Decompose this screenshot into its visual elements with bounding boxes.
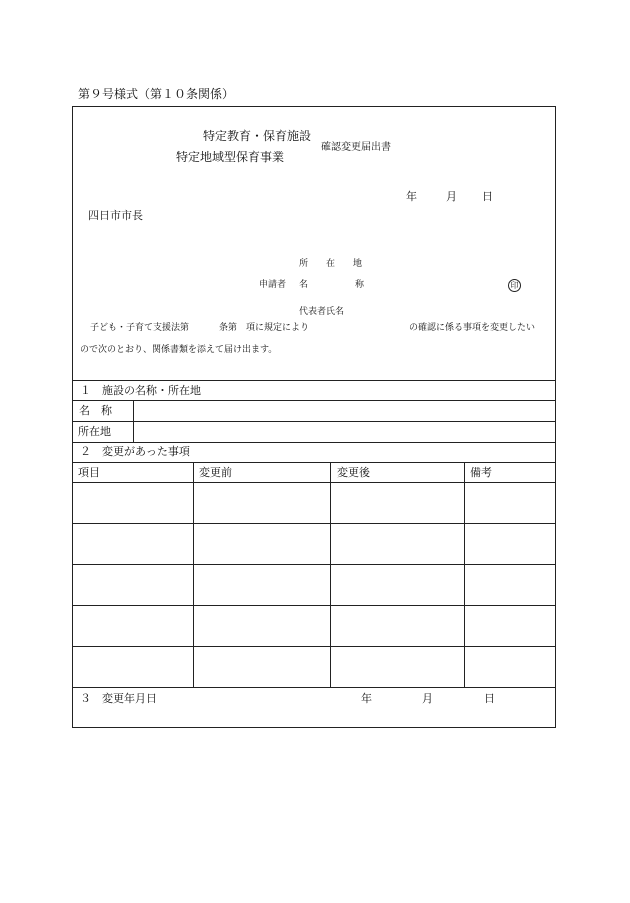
table-header-after: 変更後: [337, 466, 370, 479]
title-suffix: 確認変更届出書: [321, 142, 391, 153]
form-number: 第９号様式（第１０条関係）: [78, 87, 235, 101]
body-text-1a: 子ども・子育て支援法第: [90, 323, 190, 333]
change-date-month: 月: [422, 692, 433, 705]
divider-name-row: [72, 400, 556, 401]
applicant-name-label-1: 名: [299, 280, 309, 290]
applicant-name-label-2: 称: [355, 280, 365, 290]
facility-address-label: 所在地: [78, 425, 111, 438]
divider-section3: [72, 687, 556, 688]
divider-table-header: [72, 462, 556, 463]
divider-column-before: [193, 462, 194, 687]
seal-mark: 印: [508, 279, 521, 292]
representative-label: 代表者氏名: [299, 307, 345, 317]
table-header-before: 変更前: [199, 466, 232, 479]
facility-name-label: 名 称: [79, 404, 112, 417]
title-line-1: 特定教育・保育施設: [203, 129, 312, 143]
title-line-2: 特定地域型保育事業: [176, 150, 285, 164]
table-header-item: 項目: [78, 466, 100, 479]
divider-section1: [72, 380, 556, 381]
body-text-1b: 条第 項に規定により: [219, 323, 310, 333]
divider-row-1: [72, 482, 556, 483]
change-date-day: 日: [484, 692, 495, 705]
section1-title: １ 施設の名称・所在地: [80, 384, 201, 397]
date-year: 年: [406, 190, 417, 203]
applicant-address-label: 所 在 地: [299, 259, 363, 269]
addressee: 四日市市長: [88, 209, 143, 222]
body-text-1c: の確認に係る事項を変更したい: [409, 323, 536, 333]
divider-row-4: [72, 605, 556, 606]
applicant-prefix: 申請者: [259, 280, 287, 290]
body-text-2: ので次のとおり、関係書類を添えて届け出ます。: [80, 345, 278, 355]
section2-title: ２ 変更があった事項: [80, 445, 190, 458]
divider-label-column: [133, 400, 134, 442]
section3-title: ３ 変更年月日: [80, 692, 157, 705]
change-date-year: 年: [361, 692, 372, 705]
date-day: 日: [482, 190, 493, 203]
table-header-notes: 備考: [470, 466, 492, 479]
date-month: 月: [446, 190, 457, 203]
divider-address-row: [72, 421, 556, 422]
divider-column-after: [330, 462, 331, 687]
divider-row-5: [72, 646, 556, 647]
divider-row-3: [72, 564, 556, 565]
divider-column-notes: [464, 462, 465, 687]
divider-section2: [72, 442, 556, 443]
divider-row-2: [72, 523, 556, 524]
